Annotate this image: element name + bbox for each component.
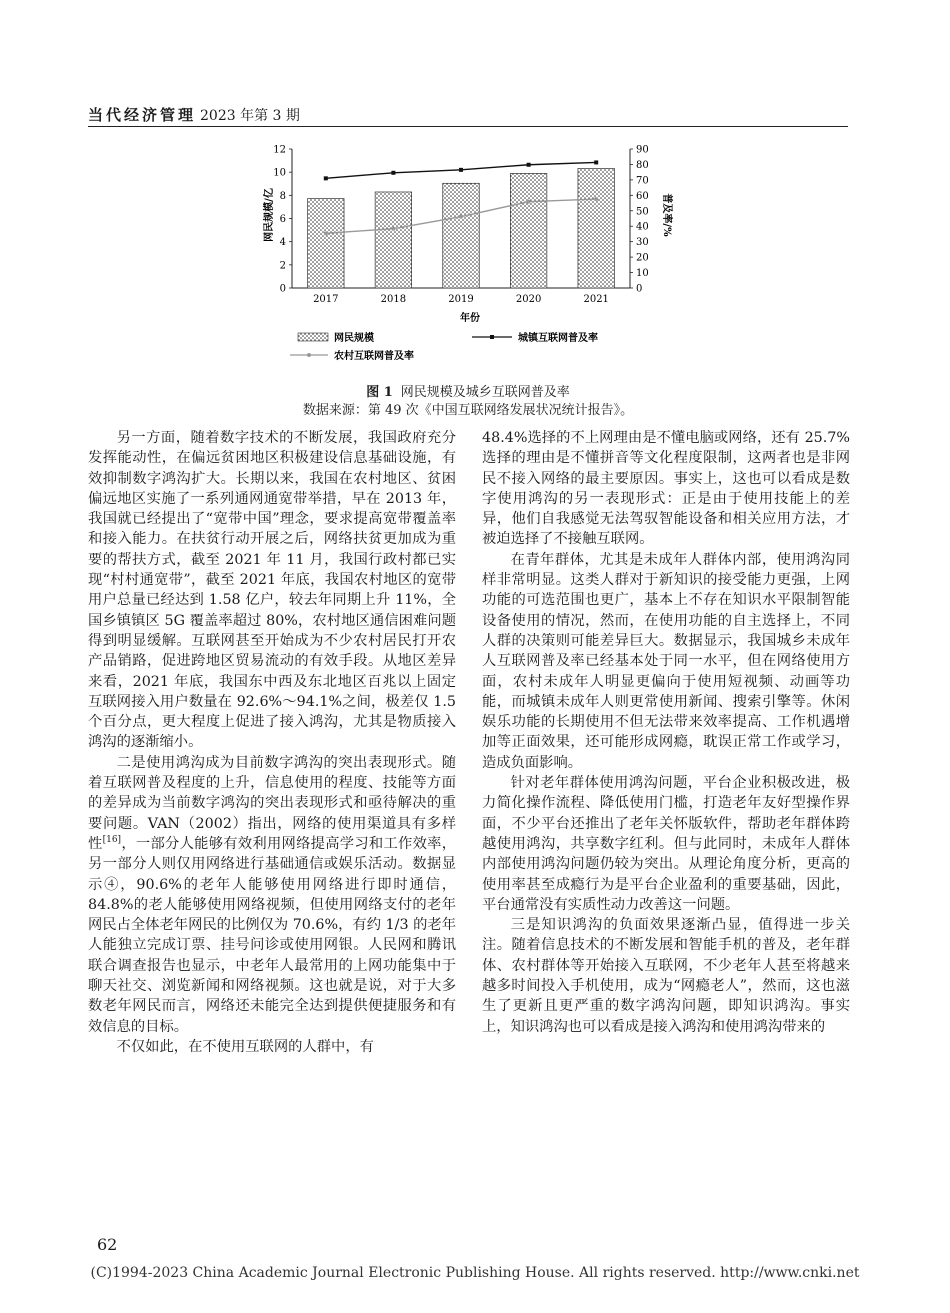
left-column xyxy=(88,428,456,1057)
paragraph: 不仅如此，在不使用互联网的人群中，有 xyxy=(116,1038,374,1055)
header-rule xyxy=(88,126,848,127)
footnote-ref: ④ xyxy=(104,876,121,893)
x-axis-label: 年份 xyxy=(460,313,480,324)
bar xyxy=(510,173,547,288)
paragraph-text: ，一部分人能够有效利用网络提高学习和工作效率，另一部分人则仅用网络进行基础通信或娱乐活动。数据显示 xyxy=(88,835,457,893)
y2-axis-label: 普及率/% xyxy=(661,193,672,237)
legend-swatch-bars xyxy=(298,333,328,341)
legend-marker-rural xyxy=(307,353,311,357)
y-tick-label: 0 xyxy=(279,283,286,295)
y-tick-label: 12 xyxy=(273,144,286,156)
chart-svg xyxy=(250,135,670,375)
paragraph: 三是知识鸿沟的负面效果逐渐凸显，值得进一步关注。随着信息技术的不断发展和智能手机的普及，老年群体、农村群体等开始接入互联网，不少老年人甚至将越来越多时间投入手机使用，成为“网瘾老人”，然而，这也滋生了更新且更严重的数字鸿沟问题，即知识鸿沟。事实上，知识鸿沟也可以看成是接入鸿沟和使用鸿沟带来的 xyxy=(482,917,850,1035)
y2-tick-label: 90 xyxy=(636,144,649,156)
urban-point xyxy=(527,163,531,167)
urban-point xyxy=(594,160,598,164)
y-tick-label: 6 xyxy=(279,214,286,225)
rural-point xyxy=(459,215,463,219)
y2-tick-label: 20 xyxy=(636,252,649,264)
y2-tick-label: 60 xyxy=(636,190,649,202)
figure-caption xyxy=(88,381,848,400)
y2-tick-label: 70 xyxy=(636,175,649,187)
legend-label-urban: 城镇互联网普及率 xyxy=(518,333,598,344)
x-tick-label: 2020 xyxy=(515,294,542,305)
citation-ref: [16] xyxy=(102,835,122,846)
rural-point xyxy=(594,197,598,201)
x-tick-label: 2021 xyxy=(583,294,609,305)
y-tick-label: 10 xyxy=(273,167,286,179)
running-header xyxy=(88,104,848,126)
rural-point xyxy=(324,231,328,235)
figure-number: 图 1 xyxy=(366,385,393,400)
bar xyxy=(375,192,412,288)
y2-tick-label: 30 xyxy=(636,237,649,249)
urban-point xyxy=(391,171,395,175)
paragraph-text: ，90.6%的老年人能够使用网络进行即时通信，84.8%的老人能够使用网络视频，但使用网络支付的老年网民占全体老年网民的比例仅为 70.6%，有约 1/3 的老年人能独立完成订票、挂号问诊或使用网银。人民网和腾讯联合调查报告也显示，中老年人最常用的上网功能集中于聊天社交、浏览新闻和网络视频。这也就是说，对于大多数老年网民而言，网络还未能完全达到提供便捷服务和有效信息的目标。 xyxy=(88,876,457,1035)
y2-tick-label: 80 xyxy=(636,159,649,171)
y-tick-label: 4 xyxy=(279,237,286,249)
legend-label-rural: 农村互联网普及率 xyxy=(334,351,414,362)
y-tick-label: 2 xyxy=(279,260,286,272)
y2-tick-label: 0 xyxy=(636,283,643,295)
y2-tick-label: 50 xyxy=(636,206,649,218)
rural-point xyxy=(391,227,395,231)
bar xyxy=(443,183,480,288)
paragraph: 针对老年群体使用鸿沟问题，平台企业积极改进，极力简化操作流程、降低使用门槛，打造老年友好型操作界面，不少平台还推出了老年关怀版软件，帮助老年群体跨越使用鸿沟，共享数字红利。但与此同时，未成年人群体内部使用鸿沟问题仍较为突出。从理论角度分析，更高的使用率甚至成瘾行为是平台企业盈利的重要基础，因此，平台通常没有实质性动力改善这一问题。 xyxy=(482,775,850,913)
legend-label-bars: 网民规模 xyxy=(334,333,374,344)
journal-name: 当代经济管理 xyxy=(88,106,197,124)
paragraph xyxy=(88,753,456,1037)
issue-label: 2023 年第 3 期 xyxy=(200,108,300,124)
right-column xyxy=(482,428,850,1037)
paragraph: 48.4%选择的不上网理由是不懂电脑或网络，还有 25.7%选择的理由是不懂拼音等文化程度限制，这两者也是非网民不接入网络的最主要原因。事实上，这也可以看成是数字使用鸿沟的另一表现形式：正是由于使用技能上的差异，他们自我感觉无法驾驭智能设备和相关应用方法，才被迫选择了不接触互联网。 xyxy=(482,430,850,548)
figure-source: 数据来源：第 49 次《中国互联网络发展状况统计报告》。 xyxy=(302,403,634,418)
y-axis-label: 网民规模/亿 xyxy=(264,188,275,242)
rural-point xyxy=(527,200,531,204)
x-tick-label: 2019 xyxy=(448,294,474,305)
paragraph: 另一方面，随着数字技术的不断发展，我国政府充分发挥能动性，在偏远贫困地区积极建设信息基础设施，有效抑制数字鸿沟扩大。长期以来，我国在农村地区、贫困偏远地区实施了一系列通网通宽带举措，早在 2013 年，我国就已经提出了“宽带中国”理念，要求提高宽带覆盖率和接入能力。在扶贫行动开展之后，网络扶贫更加成为重要的帮扶方式，截至 2021 年 11 月，我国行政村都已实现“村村通宽带”，截至 2021 年底，我国农村地区的宽带用户总量已经达到 1.58 亿户，较去年同期上升 11%，全国乡镇镇区 5G 覆盖率超过 80%，农村地区通信困难问题得到明显缓解。互联网甚至开始成为不少农村居民打开农产品销路，促进跨地区贸易流动的有效手段。从地区差异来看，2021 年底，我国东中西及东北地区百兆以上固定互联网接入用户数量在 92.6%～94.1%之间，极差仅 1.5 个百分点，更大程度上促进了接入鸿沟，尤其是物质接入鸿沟的逐渐缩小。 xyxy=(88,430,456,751)
figure-title: 网民规模及城乡互联网普及率 xyxy=(400,385,570,400)
y-tick-label: 8 xyxy=(279,190,286,202)
page-number: 62 xyxy=(97,1235,118,1254)
legend-marker-urban xyxy=(490,335,494,339)
x-tick-label: 2018 xyxy=(380,294,407,305)
bar xyxy=(578,168,615,288)
urban-point xyxy=(459,168,463,172)
figure-chart xyxy=(250,135,670,375)
urban-point xyxy=(324,176,328,180)
y2-tick-label: 40 xyxy=(636,221,649,233)
bar xyxy=(308,199,345,288)
copyright-footer: (C)1994-2023 China Academic Journal Electronic Publishing House. All rights reserved. http://www.cnki.net xyxy=(90,1265,860,1281)
paragraph: 在青年群体，尤其是未成年人群体内部，使用鸿沟同样非常明显。这类人群对于新知识的接受能力更强，上网功能的可选范围也更广，基本上不存在知识水平限制智能设备使用的情况，然而，在使用功能的自主选择上，不同人群的决策则可能差异巨大。数据显示，我国城乡未成年人互联网普及率已经基本处于同一水平，但在网络使用方面，农村未成年人明显更偏向于使用短视频、动画等功能，而城镇未成年人则更常使用新闻、搜索引擎等。休闲娱乐功能的长期使用不但无法带来效率提高、工作机遇增加等正面效果，还可能形成网瘾，耽误正常工作或学习，造成负面影响。 xyxy=(482,551,850,771)
paragraph-text: 二是使用鸿沟成为目前数字鸿沟的突出表现形式。随着互联网普及程度的上升，信息使用的程度、技能等方面的差异成为当前数字鸿沟的突出表现形式和亟待解决的重要问题。VAN（2002）指出，网络的使用渠道具有多样性 xyxy=(88,754,456,852)
y2-tick-label: 10 xyxy=(636,268,649,280)
x-tick-label: 2017 xyxy=(313,294,339,305)
